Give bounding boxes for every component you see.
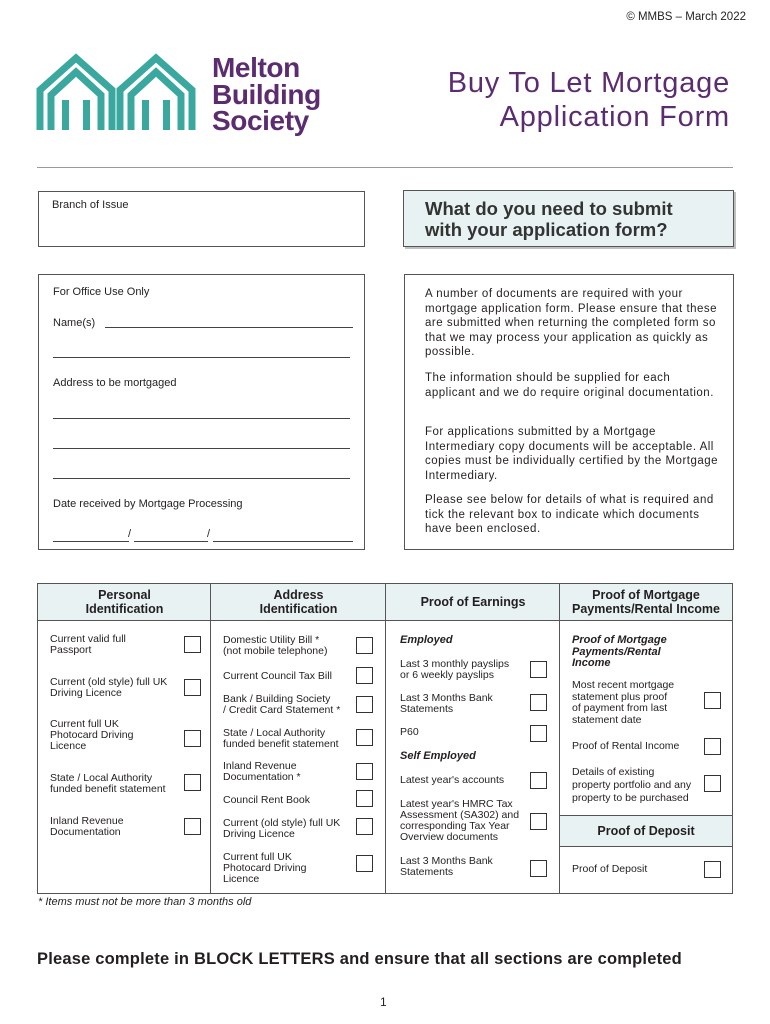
personal-item-old-licence: Current (old style) full UK Driving Licence [50,676,168,699]
header-proof-earnings: Proof of Earnings [386,584,560,621]
personal-item-benefit: State / Local Authority funded benefit statement [50,772,166,795]
checkbox-portfolio[interactable] [704,775,721,792]
info-paragraph: For applications submitted by a Mortgage Intermediary copy documents will be acceptable. All copies must be individually certified by the Mortgage Intermediary. [425,426,719,482]
heading-line: What do you need to submit [425,198,673,219]
checkbox-inland-revenue[interactable] [184,818,201,835]
checkbox-address-photocard[interactable] [356,855,373,872]
office-use-heading: For Office Use Only [53,286,150,298]
earnings-item-sa302: Latest year's HMRC Tax Assessment (SA302) and corresponding Tax Year Overview documents [400,798,520,843]
names-label: Name(s) [53,317,96,329]
checkbox-address-old-licence[interactable] [356,818,373,835]
names-input-line-1[interactable] [105,327,353,328]
mortgage-item-statement: Most recent mortgage statement plus proof of payment from last statement date [572,679,675,726]
branch-label: Branch of Issue [52,199,129,211]
address-item-old-licence: Current (old style) full UK Driving Licence [223,817,341,840]
date-slash: / [207,528,211,540]
page-number: 1 [380,995,387,1009]
header-address-id: Address Identification [211,584,386,621]
address-item-utility: Domestic Utility Bill * (not mobile telephone) [223,634,328,657]
info-box [404,274,734,550]
info-paragraph: A number of documents are required with your mortgage application form. Please ensure that these are submitted when returning the completed form so that we may process your application as quickly as possible. [425,288,718,359]
checkbox-deposit[interactable] [704,861,721,878]
earnings-item-accounts: Latest year's accounts [400,774,505,786]
earnings-item-bank-statements: Last 3 Months Bank Statements [400,692,493,715]
title-line-1: Buy To Let Mortgage [447,67,730,99]
employed-heading: Employed [400,634,453,646]
info-paragraph: Please see below for details of what is required and tick the relevant box to indicate which documents have been enclosed. [425,494,714,536]
deposit-heading: Proof of Deposit [560,815,732,847]
personal-item-passport: Current valid full Passport [50,633,126,656]
header-personal-id: Personal Identification [38,584,211,621]
personal-item-photocard: Current full UK Photocard Driving Licence [50,718,134,752]
melton-logo-icon [36,50,196,132]
logo-wordmark [212,52,321,136]
address-item-benefit: State / Local Authority funded benefit statement [223,727,339,750]
documents-table [37,583,733,894]
address-item-council-tax: Current Council Tax Bill [223,670,332,682]
logo-line: Melton [212,52,300,83]
date-received-label: Date received by Mortgage Processing [53,498,243,510]
header-proof-mortgage: Proof of Mortgage Payments/Rental Income [560,584,732,621]
checkbox-rent-book[interactable] [356,790,373,807]
info-paragraph: The information should be supplied for each applicant and we do require original documentation. [425,372,714,399]
earnings-item-self-bank: Last 3 Months Bank Statements [400,855,493,878]
form-title [448,66,730,134]
column-divider [385,584,386,893]
checkbox-p60[interactable] [530,725,547,742]
deposit-item: Proof of Deposit [572,863,648,875]
date-slash: / [128,528,132,540]
self-employed-heading: Self Employed [400,750,476,762]
footnote: * Items must not be more than 3 months old [38,896,252,908]
checkbox-accounts[interactable] [530,772,547,789]
checkbox-address-benefit[interactable] [356,729,373,746]
address-item-rent-book: Council Rent Book [223,794,310,806]
branch-of-issue-field[interactable] [38,191,365,247]
date-day-line[interactable] [53,541,129,542]
address-label: Address to be mortgaged [53,377,177,389]
address-input-line-1[interactable] [53,418,350,419]
office-use-box [38,274,365,550]
personal-item-inland-revenue: Inland Revenue Documentation [50,815,124,838]
checkbox-bank-statement[interactable] [356,696,373,713]
block-letters-instruction: Please complete in BLOCK LETTERS and ensure that all sections are completed [37,950,682,968]
copyright-notice: © MMBS – March 2022 [626,11,746,23]
checkbox-photocard[interactable] [184,730,201,747]
what-to-submit-heading [425,198,673,240]
checkbox-old-licence[interactable] [184,679,201,696]
checkbox-council-tax[interactable] [356,667,373,684]
earnings-item-payslips: Last 3 monthly payslips or 6 weekly payslips [400,658,510,681]
date-year-line[interactable] [213,541,353,542]
title-line-2: Application Form [499,101,730,133]
checkbox-passport[interactable] [184,636,201,653]
checkbox-address-inland-revenue[interactable] [356,763,373,780]
date-month-line[interactable] [134,541,208,542]
column-divider [210,584,211,893]
names-input-line-2[interactable] [53,357,350,358]
address-item-inland-revenue: Inland Revenue Documentation * [223,760,301,783]
heading-line: with your application form? [425,219,668,240]
header-divider [37,167,733,168]
what-to-submit-box [403,190,734,247]
checkbox-benefit[interactable] [184,774,201,791]
mortgage-item-rental-income: Proof of Rental Income [572,740,680,752]
checkbox-utility[interactable] [356,637,373,654]
checkbox-self-bank[interactable] [530,860,547,877]
address-item-bank-statement: Bank / Building Society / Credit Card Statement * [223,693,341,716]
mortgage-item-portfolio: Details of existing property portfolio and any property to be purchased [572,766,692,804]
checkbox-sa302[interactable] [530,813,547,830]
earnings-item-p60: P60 [400,726,419,738]
checkbox-payslips[interactable] [530,661,547,678]
address-input-line-2[interactable] [53,448,350,449]
address-input-line-3[interactable] [53,478,350,479]
logo-line: Society [212,105,309,136]
address-item-photocard: Current full UK Photocard Driving Licence [223,851,307,885]
mortgage-sub-heading: Proof of Mortgage Payments/Rental Income [572,634,667,669]
checkbox-mortgage-statement[interactable] [704,692,721,709]
checkbox-rental-income[interactable] [704,738,721,755]
logo-line: Building [212,78,321,110]
checkbox-employed-bank[interactable] [530,694,547,711]
